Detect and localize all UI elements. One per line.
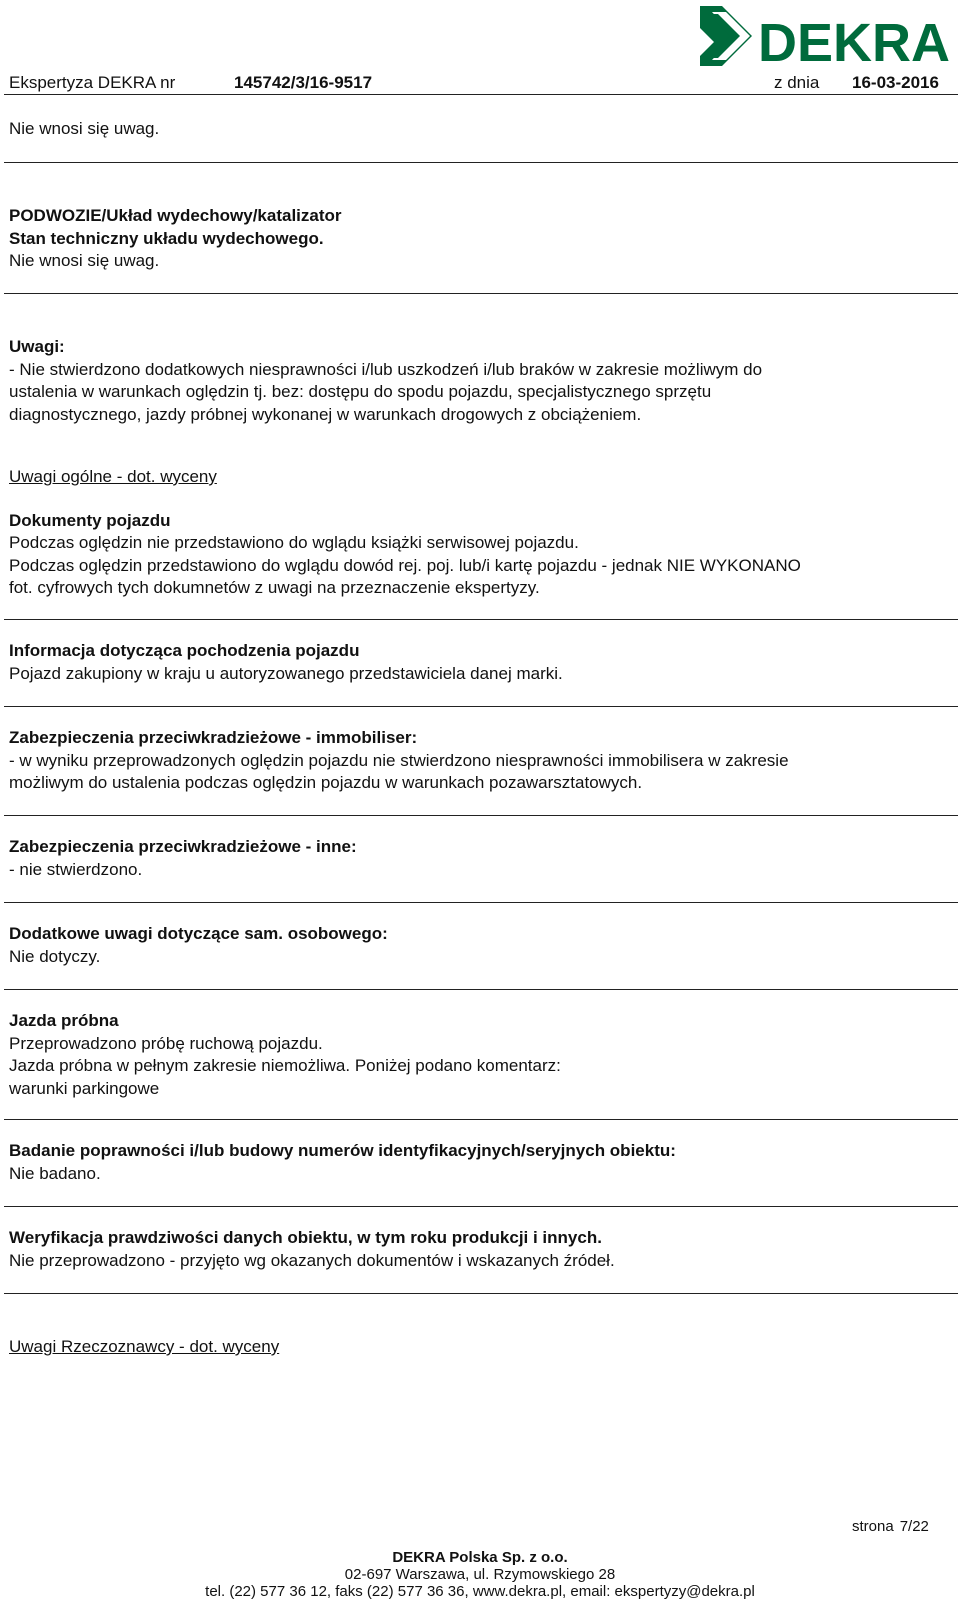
section-divider [4,815,958,816]
section-text: - Nie stwierdzono dodatkowych niesprawności i/lub uszkodzeń i/lub braków w zakresie możliwym do [9,359,763,379]
page-label: strona [852,1518,894,1535]
dekra-logo [696,6,958,78]
section-text: warunki parkingowe [9,1078,160,1098]
section-subtitle: Stan techniczny układu wydechowego. [9,228,324,248]
section-title: Zabezpieczenia przeciwkradzieżowe - inne: [9,837,357,856]
section-text: - w wyniku przeprowadzonych oględzin pojazdu nie stwierdzono niesprawności immobilisera w zakresie [9,750,789,770]
page-footer [0,1549,960,1600]
footer-company: DEKRA Polska Sp. z o.o. [392,1549,568,1566]
section-text: Podczas oględzin nie przedstawiono do wglądu książki serwisowej pojazdu. [9,533,579,552]
section-verification [9,1227,954,1272]
document-header [9,70,959,96]
section-divider [4,902,958,903]
section-remarks [9,336,954,426]
section-text: Nie wnosi się uwag. [9,251,160,270]
section-title: Informacja dotycząca pochodzenia pojazdu [9,641,360,660]
section-text: diagnostycznego, jazdy próbnej wykonanej w warunkach drogowych z obciążeniem. [9,404,642,424]
section-title: Uwagi: [9,337,65,356]
section-title: Dokumenty pojazdu [9,510,171,530]
section-test-drive [9,1010,954,1100]
section-text: Nie wnosi się uwag. [9,119,160,138]
report-date: 16-03-2016 [852,73,939,92]
section-title: Badanie poprawności i/lub budowy numerów identyfikacyjnych/seryjnych obiektu: [9,1141,676,1160]
section-divider [4,162,958,163]
section-divider [4,989,958,990]
section-divider [4,619,958,620]
section-text: Podczas oględzin przedstawiono do wglądu dowód rej. poj. lub/i kartę pojazdu - jednak NIE WYKONANO [9,555,801,575]
section-divider [4,1119,958,1120]
section-antitheft-other [9,836,954,881]
section-text: Jazda próbna w pełnym zakresie niemożliwa. Poniżej podano komentarz: [9,1056,561,1075]
date-label: z dnia [774,73,820,92]
dekra-logo-icon [696,6,958,78]
section-text: Nie badano. [9,1163,101,1183]
report-label: Ekspertyza DEKRA nr [9,73,176,92]
page-number [852,1518,935,1535]
section-text: - nie stwierdzono. [9,859,143,879]
section-text: Pojazd zakupiony w kraju u autoryzowanego przedstawiciela danej marki. [9,663,563,683]
section-title: Jazda próbna [9,1011,119,1030]
section-text: możliwym do ustalenia podczas oględzin pojazdu w warunkach pozawarsztatowych. [9,773,643,792]
section-text: ustalenia w warunkach oględzin tj. bez: dostępu do spodu pojazdu, specjalistycznego sprzętu [9,382,712,401]
section-identification [9,1140,954,1185]
section-title: PODWOZIE/Układ wydechowy/katalizator [9,206,342,225]
section-intro [9,118,954,141]
section-text: fot. cyfrowych tych dokumnetów z uwagi na przeznaczenie ekspertyzy. [9,578,540,597]
section-title: Weryfikacja prawdziwości danych obiektu, w tym roku produkcji i innych. [9,1228,602,1247]
section-divider [4,293,958,294]
section-divider [4,706,958,707]
section-expert-remarks [9,1336,954,1359]
header-divider [4,94,958,95]
section-documents [9,466,954,600]
section-exhaust [9,205,954,273]
section-text: Nie dotyczy. [9,946,101,966]
section-title: Dodatkowe uwagi dotyczące sam. osobowego: [9,924,388,943]
section-origin [9,640,954,685]
report-number: 145742/3/16-9517 [234,73,373,92]
section-divider [4,1293,958,1294]
section-divider [4,1206,958,1207]
section-title: Zabezpieczenia przeciwkradzieżowe - immobiliser: [9,728,418,747]
section-additional [9,923,954,968]
expert-remarks-heading: Uwagi Rzeczoznawcy - dot. wyceny [9,1337,280,1356]
footer-contact: tel. (22) 577 36 12, faks (22) 577 36 36, www.dekra.pl, email: ekspertyzy@dekra.pl [205,1583,755,1600]
section-immobiliser [9,727,954,795]
svg-text:DEKRA: DEKRA [758,13,951,73]
footer-address: 02-697 Warszawa, ul. Rzymowskiego 28 [344,1566,616,1583]
general-remarks-heading: Uwagi ogólne - dot. wyceny [9,467,217,486]
section-text: Przeprowadzono próbę ruchową pojazdu. [9,1033,323,1053]
page-value: 7/22 [899,1518,929,1535]
section-text: Nie przeprowadzono - przyjęto wg okazanych dokumentów i wskazanych źródeł. [9,1250,615,1270]
